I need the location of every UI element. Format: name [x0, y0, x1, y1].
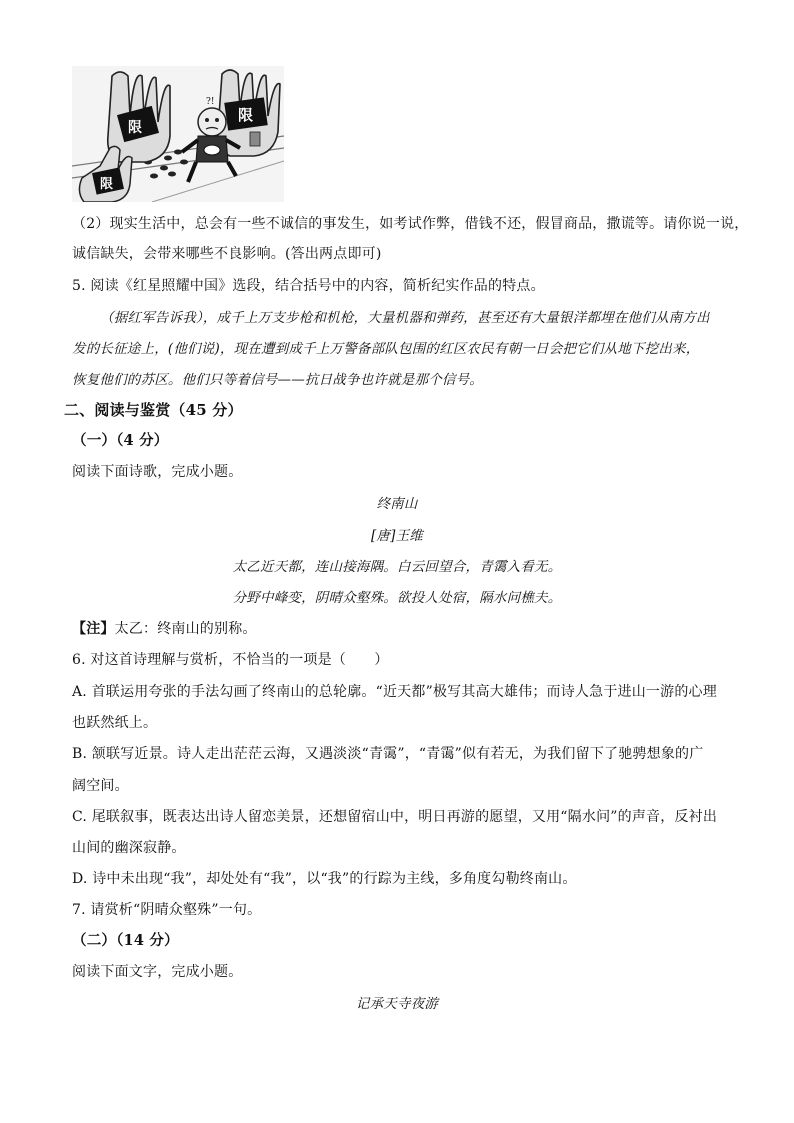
- poem-title: 终南山: [376, 496, 418, 512]
- poem-line1: 太乙近天都，连山接海隅。白云回望合，青霭入看无。: [232, 559, 562, 575]
- section2-title: 二、阅读与鉴赏（45 分）: [64, 401, 243, 419]
- q6-option-a-line2: 也跃然纸上。: [72, 715, 158, 731]
- q4-2-line1: （2）现实生活中，总会有一些不诚信的事发生，如考试作弊，借钱不还，假冒商品，撒谎等。请你说一说，: [72, 216, 749, 232]
- q5-passage-line1: （据红军告诉我），成千上万支步枪和机枪，大量机器和弹药，甚至还有大量银洋都埋在他们从南方出: [100, 310, 710, 326]
- q6-option-a-line1: A. 首联运用夸张的手法勾画了终南山的总轮廓。“近天都”极写其高大雄伟；而诗人急于进山一游的心理: [72, 684, 717, 700]
- part2-instruction: 阅读下面文字，完成小题。: [72, 964, 243, 980]
- cartoon-illustration: [72, 66, 284, 202]
- q5-prompt: 5. 阅读《红星照耀中国》选段，结合括号中的内容，简析纪实作品的特点。: [72, 278, 545, 294]
- stamp-bottom-text: 限: [100, 177, 114, 192]
- part2-text-title: 记承天寺夜游: [355, 996, 439, 1012]
- q6-option-c-line1: C. 尾联叙事，既表达出诗人留恋美景，还想留宿山中，明日再游的愿望，又用“隔水问”的声音，反衬出: [72, 809, 718, 825]
- q6-option-b-line2: 阔空间。: [72, 778, 129, 794]
- q6-prompt: 6. 对这首诗理解与赏析，不恰当的一项是（ ）: [72, 652, 389, 668]
- q6-option-d: D. 诗中未出现“我”，却处处有“我”，以“我”的行踪为主线，多角度勾勒终南山。: [72, 871, 577, 887]
- part2-title: （二）（14 分）: [72, 932, 179, 949]
- q7-prompt: 7. 请赏析“阴晴众壑殊”一句。: [72, 902, 262, 918]
- stamp-right-text: 限: [238, 106, 254, 124]
- stamp-left-text: 限: [128, 120, 142, 136]
- poem-note: [72, 619, 728, 639]
- poem-line2: 分野中峰变，阴晴众壑殊。欲投人处宿，隔水问樵夫。: [232, 590, 562, 606]
- note-text: 太乙：终南山的别称。: [114, 621, 257, 637]
- part1-instruction: 阅读下面诗歌，完成小题。: [72, 464, 243, 480]
- q6-option-c-line2: 山间的幽深寂静。: [72, 840, 186, 856]
- q5-passage-line3: 恢复他们的苏区。他们只等着信号——抗日战争也许就是那个信号。: [72, 372, 483, 388]
- q6-option-b-line1: B. 颔联写近景。诗人走出茫茫云海，又遇淡淡“青霭”，“青霭”似有若无，为我们留下了驰骋想象的广: [72, 746, 704, 762]
- svg-text:?!: ?!: [206, 97, 215, 107]
- q5-passage-line2: 发的长征途上，(他们说)，现在遭到成千上万警备部队包围的红区农民有朝一日会把它们从地下挖出来，: [72, 341, 700, 357]
- part1-title: （一）（4 分）: [72, 432, 169, 449]
- poem-author: [唐]王维: [370, 528, 424, 544]
- q4-2-line2: 诚信缺失，会带来哪些不良影响。(答出两点即可): [72, 246, 382, 262]
- note-label: 【注】: [72, 621, 115, 637]
